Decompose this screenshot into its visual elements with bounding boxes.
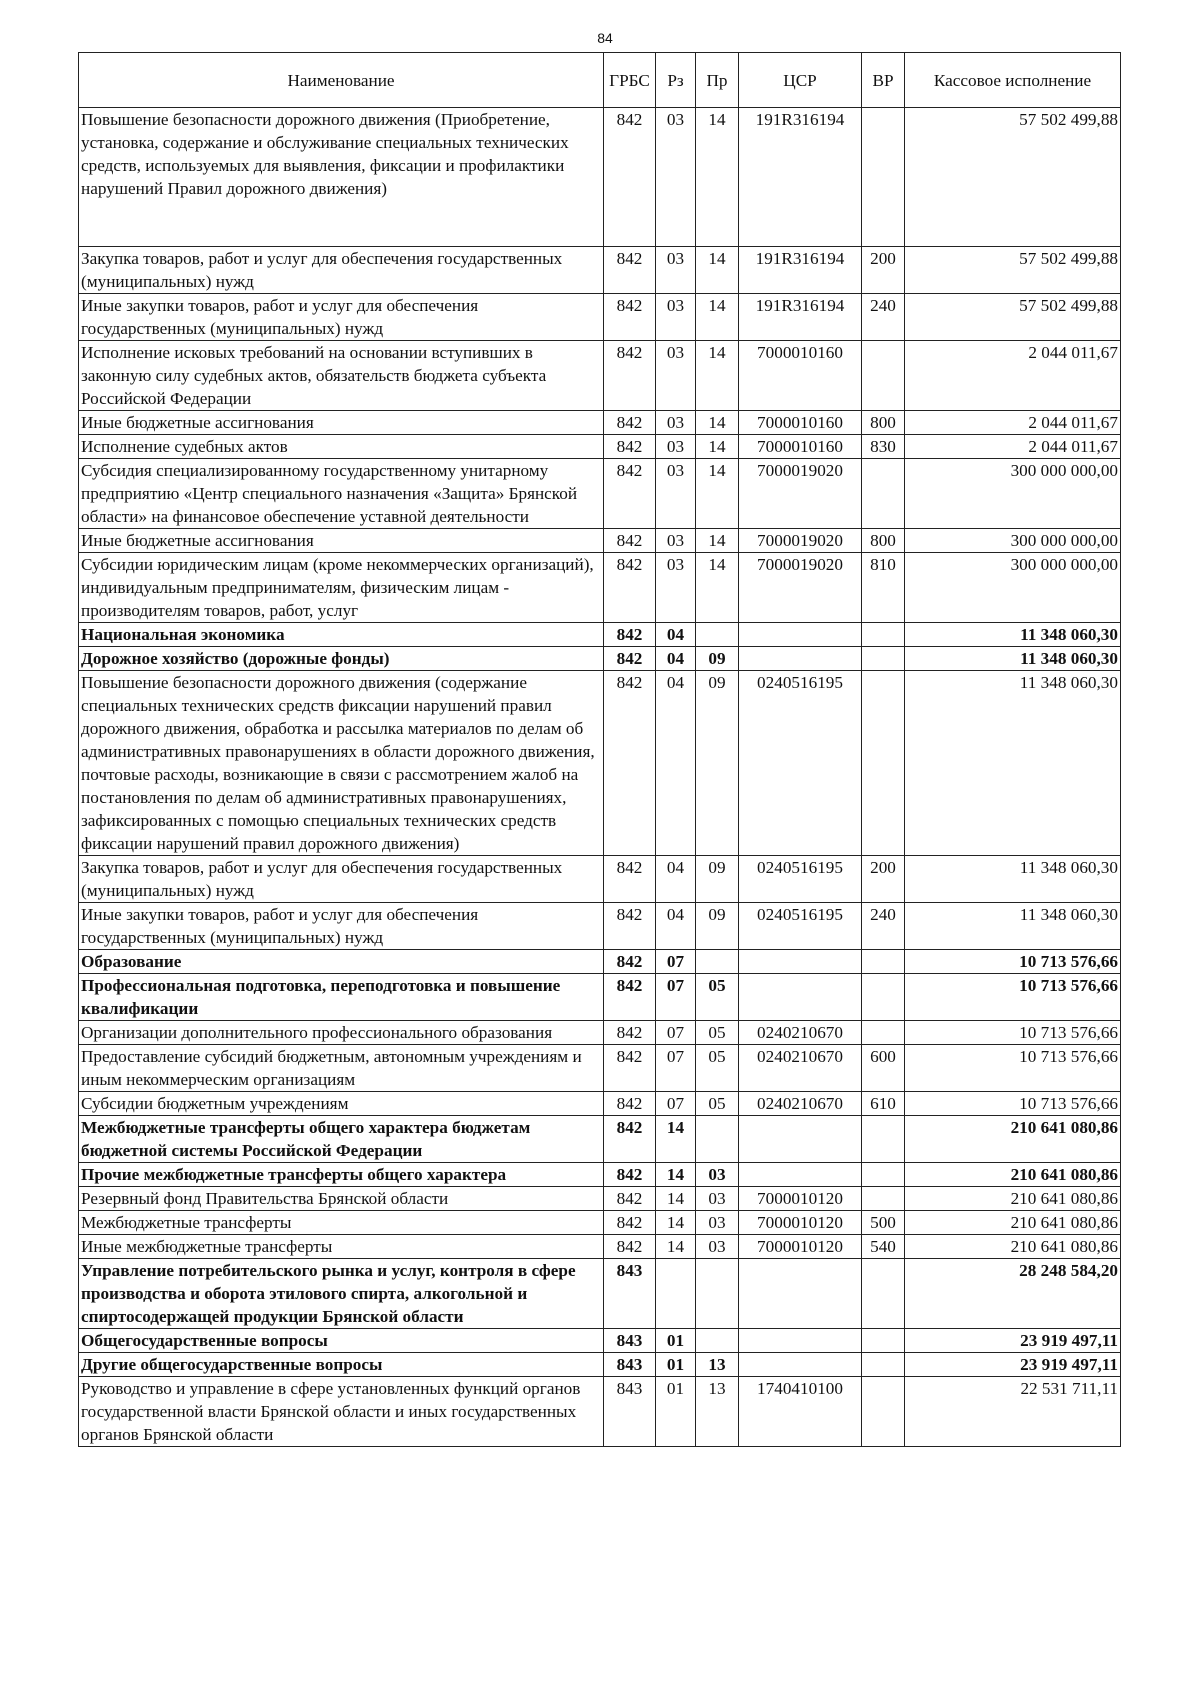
cell-name: Иные закупки товаров, работ и услуг для обеспечения государственных (муниципальных) нужд	[79, 903, 604, 950]
cell-vr	[862, 1021, 905, 1045]
cell-amount: 300 000 000,00	[905, 553, 1121, 623]
cell-vr	[862, 647, 905, 671]
cell-csr: 191R316194	[739, 294, 862, 341]
cell-pr: 05	[696, 1045, 739, 1092]
cell-pr	[696, 950, 739, 974]
cell-grbs: 842	[604, 435, 656, 459]
cell-pr: 09	[696, 647, 739, 671]
cell-name: Управление потребительского рынка и услуг, контроля в сфере производства и оборота этилового спирта, алкогольной и спиртосодержащей продукции Брянской области	[79, 1259, 604, 1329]
cell-rz: 04	[656, 671, 696, 856]
cell-csr	[739, 1259, 862, 1329]
cell-name: Организации дополнительного профессионального образования	[79, 1021, 604, 1045]
table-row	[79, 529, 1121, 553]
cell-rz: 03	[656, 411, 696, 435]
cell-grbs: 843	[604, 1329, 656, 1353]
cell-pr: 05	[696, 974, 739, 1021]
cell-amount: 10 713 576,66	[905, 974, 1121, 1021]
cell-rz: 14	[656, 1187, 696, 1211]
cell-pr	[696, 1116, 739, 1163]
table-row	[79, 1187, 1121, 1211]
cell-csr: 0240210670	[739, 1092, 862, 1116]
cell-vr: 830	[862, 435, 905, 459]
cell-amount: 57 502 499,88	[905, 247, 1121, 294]
cell-rz: 03	[656, 459, 696, 529]
cell-amount: 10 713 576,66	[905, 1092, 1121, 1116]
cell-name: Иные бюджетные ассигнования	[79, 411, 604, 435]
cell-pr: 14	[696, 341, 739, 411]
cell-grbs: 842	[604, 341, 656, 411]
cell-grbs: 843	[604, 1377, 656, 1447]
cell-pr: 14	[696, 553, 739, 623]
cell-grbs: 842	[604, 553, 656, 623]
cell-pr: 09	[696, 856, 739, 903]
cell-name: Иные бюджетные ассигнования	[79, 529, 604, 553]
cell-name: Субсидии юридическим лицам (кроме некоммерческих организаций), индивидуальным предпринимателям, физическим лицам - производителям товаров, работ, услуг	[79, 553, 604, 623]
cell-name: Прочие межбюджетные трансферты общего характера	[79, 1163, 604, 1187]
cell-csr: 0240210670	[739, 1045, 862, 1092]
cell-vr: 200	[862, 247, 905, 294]
cell-vr: 600	[862, 1045, 905, 1092]
cell-rz: 03	[656, 529, 696, 553]
cell-grbs: 842	[604, 903, 656, 950]
cell-amount: 210 641 080,86	[905, 1116, 1121, 1163]
cell-csr: 7000010160	[739, 341, 862, 411]
cell-csr	[739, 1353, 862, 1377]
table-row	[79, 1353, 1121, 1377]
budget-execution-table	[78, 52, 1121, 1447]
cell-csr: 7000010120	[739, 1235, 862, 1259]
cell-pr: 14	[696, 108, 739, 247]
cell-grbs: 842	[604, 1211, 656, 1235]
table-row	[79, 1377, 1121, 1447]
cell-pr	[696, 1259, 739, 1329]
cell-grbs: 842	[604, 856, 656, 903]
cell-amount: 57 502 499,88	[905, 294, 1121, 341]
cell-grbs: 842	[604, 1045, 656, 1092]
cell-csr: 7000010120	[739, 1187, 862, 1211]
cell-name: Дорожное хозяйство (дорожные фонды)	[79, 647, 604, 671]
cell-grbs: 842	[604, 623, 656, 647]
cell-amount: 11 348 060,30	[905, 903, 1121, 950]
header-vr: ВР	[862, 53, 905, 108]
header-grbs: ГРБС	[604, 53, 656, 108]
cell-rz: 03	[656, 294, 696, 341]
cell-rz: 07	[656, 950, 696, 974]
cell-amount: 11 348 060,30	[905, 856, 1121, 903]
table-row	[79, 1235, 1121, 1259]
table-row	[79, 1021, 1121, 1045]
cell-name: Межбюджетные трансферты	[79, 1211, 604, 1235]
cell-amount: 57 502 499,88	[905, 108, 1121, 247]
table-row	[79, 623, 1121, 647]
cell-name: Закупка товаров, работ и услуг для обеспечения государственных (муниципальных) нужд	[79, 247, 604, 294]
cell-grbs: 842	[604, 459, 656, 529]
cell-amount: 10 713 576,66	[905, 1045, 1121, 1092]
cell-rz: 04	[656, 903, 696, 950]
cell-csr: 7000019020	[739, 529, 862, 553]
cell-amount: 23 919 497,11	[905, 1329, 1121, 1353]
cell-vr	[862, 1353, 905, 1377]
cell-rz: 01	[656, 1329, 696, 1353]
cell-rz: 03	[656, 108, 696, 247]
cell-amount: 210 641 080,86	[905, 1235, 1121, 1259]
table-row	[79, 1045, 1121, 1092]
cell-pr: 05	[696, 1092, 739, 1116]
table-row	[79, 553, 1121, 623]
cell-grbs: 842	[604, 671, 656, 856]
cell-amount: 300 000 000,00	[905, 529, 1121, 553]
table-row	[79, 294, 1121, 341]
cell-grbs: 842	[604, 950, 656, 974]
cell-amount: 300 000 000,00	[905, 459, 1121, 529]
cell-csr	[739, 623, 862, 647]
table-row	[79, 459, 1121, 529]
cell-pr	[696, 1329, 739, 1353]
cell-pr: 09	[696, 903, 739, 950]
cell-csr: 191R316194	[739, 247, 862, 294]
cell-grbs: 842	[604, 1021, 656, 1045]
cell-pr: 13	[696, 1353, 739, 1377]
cell-pr: 03	[696, 1187, 739, 1211]
table-row	[79, 856, 1121, 903]
cell-rz	[656, 1259, 696, 1329]
cell-vr: 500	[862, 1211, 905, 1235]
cell-pr: 05	[696, 1021, 739, 1045]
cell-name: Субсидия специализированному государственному унитарному предприятию «Центр специального назначения «Защита» Брянской области» на финансовое обеспечение уставной деятельности	[79, 459, 604, 529]
table-header	[79, 53, 1121, 108]
table-row	[79, 1163, 1121, 1187]
cell-rz: 03	[656, 341, 696, 411]
cell-vr: 240	[862, 294, 905, 341]
cell-grbs: 842	[604, 247, 656, 294]
cell-amount: 210 641 080,86	[905, 1163, 1121, 1187]
cell-name: Иные закупки товаров, работ и услуг для обеспечения государственных (муниципальных) нужд	[79, 294, 604, 341]
cell-name: Профессиональная подготовка, переподготовка и повышение квалификации	[79, 974, 604, 1021]
cell-rz: 14	[656, 1116, 696, 1163]
cell-name: Исполнение исковых требований на основании вступивших в законную силу судебных актов, обязательств бюджета субъекта Российской Федерации	[79, 341, 604, 411]
cell-name: Исполнение судебных актов	[79, 435, 604, 459]
cell-csr	[739, 1163, 862, 1187]
table-row	[79, 950, 1121, 974]
cell-rz: 14	[656, 1235, 696, 1259]
cell-vr: 610	[862, 1092, 905, 1116]
cell-grbs: 842	[604, 294, 656, 341]
cell-pr: 13	[696, 1377, 739, 1447]
cell-name: Повышение безопасности дорожного движения (Приобретение, установка, содержание и обслуживание специальных технических средств, используемых для выявления, фиксации и профилактики нарушений Правил дорожного движения)	[79, 108, 604, 247]
cell-amount: 23 919 497,11	[905, 1353, 1121, 1377]
cell-name: Повышение безопасности дорожного движения (содержание специальных технических средств фиксации нарушений правил дорожного движения, обработка и рассылка материалов по делам об административных правонарушениях в области дорожного движения, почтовые расходы, возникающие в связи с рассмотрением жалоб на постановления по делам об административных правонарушениях, зафиксированных с помощью специальных технических средств фиксации нарушений правил дорожного движения)	[79, 671, 604, 856]
cell-csr: 1740410100	[739, 1377, 862, 1447]
page-number: 84	[597, 30, 613, 46]
table-row	[79, 1116, 1121, 1163]
cell-pr: 14	[696, 294, 739, 341]
cell-vr	[862, 459, 905, 529]
cell-vr: 800	[862, 411, 905, 435]
cell-name: Национальная экономика	[79, 623, 604, 647]
header-csr: ЦСР	[739, 53, 862, 108]
cell-vr	[862, 1377, 905, 1447]
cell-vr: 800	[862, 529, 905, 553]
cell-vr	[862, 1116, 905, 1163]
cell-grbs: 842	[604, 1092, 656, 1116]
cell-amount: 22 531 711,11	[905, 1377, 1121, 1447]
cell-vr	[862, 1329, 905, 1353]
cell-rz: 14	[656, 1163, 696, 1187]
cell-vr	[862, 974, 905, 1021]
cell-csr: 0240516195	[739, 856, 862, 903]
table-row	[79, 247, 1121, 294]
table-row	[79, 1259, 1121, 1329]
table-row	[79, 435, 1121, 459]
cell-amount: 2 044 011,67	[905, 411, 1121, 435]
cell-vr: 540	[862, 1235, 905, 1259]
cell-pr: 14	[696, 459, 739, 529]
cell-rz: 04	[656, 623, 696, 647]
cell-rz: 14	[656, 1211, 696, 1235]
cell-pr: 14	[696, 529, 739, 553]
cell-csr	[739, 1329, 862, 1353]
cell-pr: 03	[696, 1163, 739, 1187]
cell-name: Предоставление субсидий бюджетным, автономным учреждениям и иным некоммерческим организациям	[79, 1045, 604, 1092]
cell-csr: 7000019020	[739, 553, 862, 623]
cell-name: Межбюджетные трансферты общего характера бюджетам бюджетной системы Российской Федерации	[79, 1116, 604, 1163]
table-row	[79, 1092, 1121, 1116]
cell-name: Общегосударственные вопросы	[79, 1329, 604, 1353]
cell-name: Субсидии бюджетным учреждениям	[79, 1092, 604, 1116]
cell-amount: 210 641 080,86	[905, 1211, 1121, 1235]
cell-name: Иные межбюджетные трансферты	[79, 1235, 604, 1259]
cell-vr: 240	[862, 903, 905, 950]
cell-grbs: 843	[604, 1353, 656, 1377]
cell-grbs: 842	[604, 1116, 656, 1163]
cell-grbs: 842	[604, 411, 656, 435]
cell-vr	[862, 671, 905, 856]
cell-grbs: 842	[604, 647, 656, 671]
cell-vr	[862, 108, 905, 247]
header-rz: Рз	[656, 53, 696, 108]
cell-rz: 07	[656, 1045, 696, 1092]
cell-grbs: 842	[604, 974, 656, 1021]
cell-csr: 191R316194	[739, 108, 862, 247]
cell-grbs: 842	[604, 1163, 656, 1187]
cell-pr: 14	[696, 247, 739, 294]
cell-name: Резервный фонд Правительства Брянской области	[79, 1187, 604, 1211]
cell-rz: 01	[656, 1353, 696, 1377]
cell-name: Закупка товаров, работ и услуг для обеспечения государственных (муниципальных) нужд	[79, 856, 604, 903]
cell-csr: 0240516195	[739, 903, 862, 950]
cell-pr: 03	[696, 1211, 739, 1235]
cell-vr: 810	[862, 553, 905, 623]
cell-amount: 2 044 011,67	[905, 341, 1121, 411]
cell-vr	[862, 623, 905, 647]
cell-vr	[862, 1259, 905, 1329]
cell-vr: 200	[862, 856, 905, 903]
cell-name: Руководство и управление в сфере установленных функций органов государственной власти Брянской области и иных государственных органов Брянской области	[79, 1377, 604, 1447]
cell-csr	[739, 950, 862, 974]
table-row	[79, 671, 1121, 856]
table-body	[79, 108, 1121, 1447]
cell-pr: 09	[696, 671, 739, 856]
cell-grbs: 842	[604, 108, 656, 247]
cell-grbs: 842	[604, 1187, 656, 1211]
header-pr: Пр	[696, 53, 739, 108]
cell-grbs: 843	[604, 1259, 656, 1329]
cell-pr: 03	[696, 1235, 739, 1259]
cell-csr	[739, 1116, 862, 1163]
table-row	[79, 974, 1121, 1021]
cell-csr: 7000010120	[739, 1211, 862, 1235]
table-row	[79, 411, 1121, 435]
cell-vr	[862, 950, 905, 974]
cell-rz: 07	[656, 974, 696, 1021]
cell-amount: 210 641 080,86	[905, 1187, 1121, 1211]
cell-amount: 28 248 584,20	[905, 1259, 1121, 1329]
cell-grbs: 842	[604, 1235, 656, 1259]
cell-rz: 04	[656, 647, 696, 671]
cell-rz: 07	[656, 1092, 696, 1116]
cell-csr	[739, 647, 862, 671]
cell-amount: 10 713 576,66	[905, 1021, 1121, 1045]
cell-amount: 10 713 576,66	[905, 950, 1121, 974]
cell-amount: 11 348 060,30	[905, 671, 1121, 856]
cell-csr: 0240516195	[739, 671, 862, 856]
table-row	[79, 1211, 1121, 1235]
cell-vr	[862, 1187, 905, 1211]
cell-rz: 01	[656, 1377, 696, 1447]
table-row	[79, 647, 1121, 671]
cell-rz: 04	[656, 856, 696, 903]
cell-amount: 11 348 060,30	[905, 623, 1121, 647]
cell-pr: 14	[696, 411, 739, 435]
cell-pr	[696, 623, 739, 647]
cell-vr	[862, 1163, 905, 1187]
cell-rz: 03	[656, 435, 696, 459]
cell-amount: 2 044 011,67	[905, 435, 1121, 459]
cell-name: Другие общегосударственные вопросы	[79, 1353, 604, 1377]
cell-rz: 03	[656, 553, 696, 623]
cell-csr: 7000010160	[739, 411, 862, 435]
cell-name: Образование	[79, 950, 604, 974]
cell-pr: 14	[696, 435, 739, 459]
cell-amount: 11 348 060,30	[905, 647, 1121, 671]
cell-csr	[739, 974, 862, 1021]
table-row	[79, 1329, 1121, 1353]
table-row	[79, 903, 1121, 950]
cell-csr: 0240210670	[739, 1021, 862, 1045]
header-amount: Кассовое исполнение	[905, 53, 1121, 108]
cell-csr: 7000010160	[739, 435, 862, 459]
table-row	[79, 341, 1121, 411]
cell-rz: 03	[656, 247, 696, 294]
cell-csr: 7000019020	[739, 459, 862, 529]
cell-vr	[862, 341, 905, 411]
cell-rz: 07	[656, 1021, 696, 1045]
header-name: Наименование	[79, 53, 604, 108]
cell-grbs: 842	[604, 529, 656, 553]
table-row	[79, 108, 1121, 247]
